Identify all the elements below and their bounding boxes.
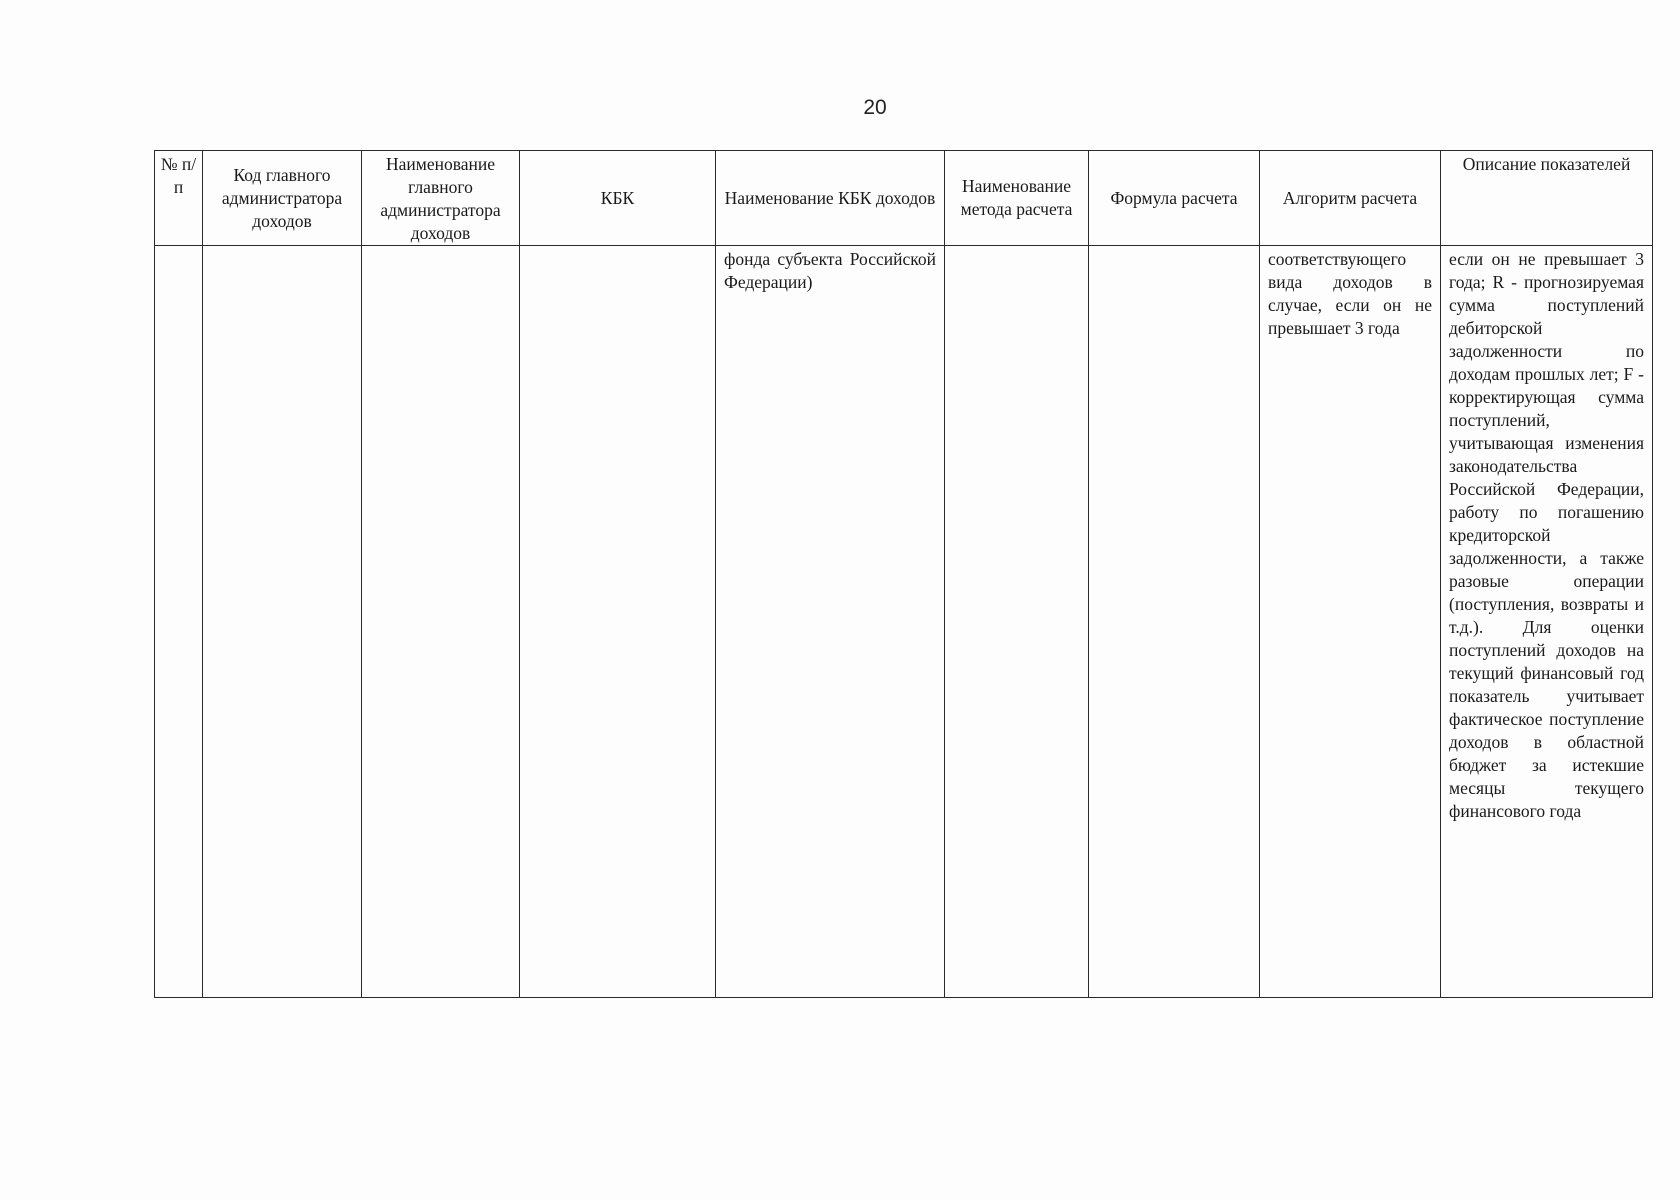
cell-kbk-name: фонда субъекта Российской Федерации) [716,246,945,998]
cell-number [155,246,203,998]
table-row [155,246,1653,998]
header-admin-name: Наименование главного администратора доходов [362,151,520,246]
cell-description: если он не превышает 3 года; R - прогнозируемая сумма поступлений дебиторской задолженности по доходам прошлых лет; F - корректирующая сумма поступлений, учитывающая изменения законодательства Российской Федерации, работу по погашению кредиторской задолженности, а также разовые операции (поступления, возвраты и т.д.). Для оценки поступлений доходов на текущий финансовый год показатель учитывает фактическое поступление доходов в областной бюджет за истекшие месяцы текущего финансового года [1441,246,1653,998]
header-method: Наименование метода расчета [945,151,1089,246]
page-number: 20 [863,96,887,119]
methodology-table [154,150,1653,998]
cell-admin-code [203,246,362,998]
table-header-row [155,151,1653,246]
cell-admin-name [362,246,520,998]
header-description: Описание показателей [1441,151,1653,246]
cell-method [945,246,1089,998]
cell-formula [1089,246,1260,998]
header-admin-code: Код главного администратора доходов [203,151,362,246]
cell-algorithm: соответствующего вида доходов в случае, если он не превышает 3 года [1260,246,1441,998]
header-algorithm: Алгоритм расчета [1260,151,1441,246]
header-formula: Формула расчета [1089,151,1260,246]
header-kbk-name: Наименование КБК доходов [716,151,945,246]
header-number: № п/п [155,151,203,246]
cell-kbk [520,246,716,998]
header-kbk: КБК [520,151,716,246]
